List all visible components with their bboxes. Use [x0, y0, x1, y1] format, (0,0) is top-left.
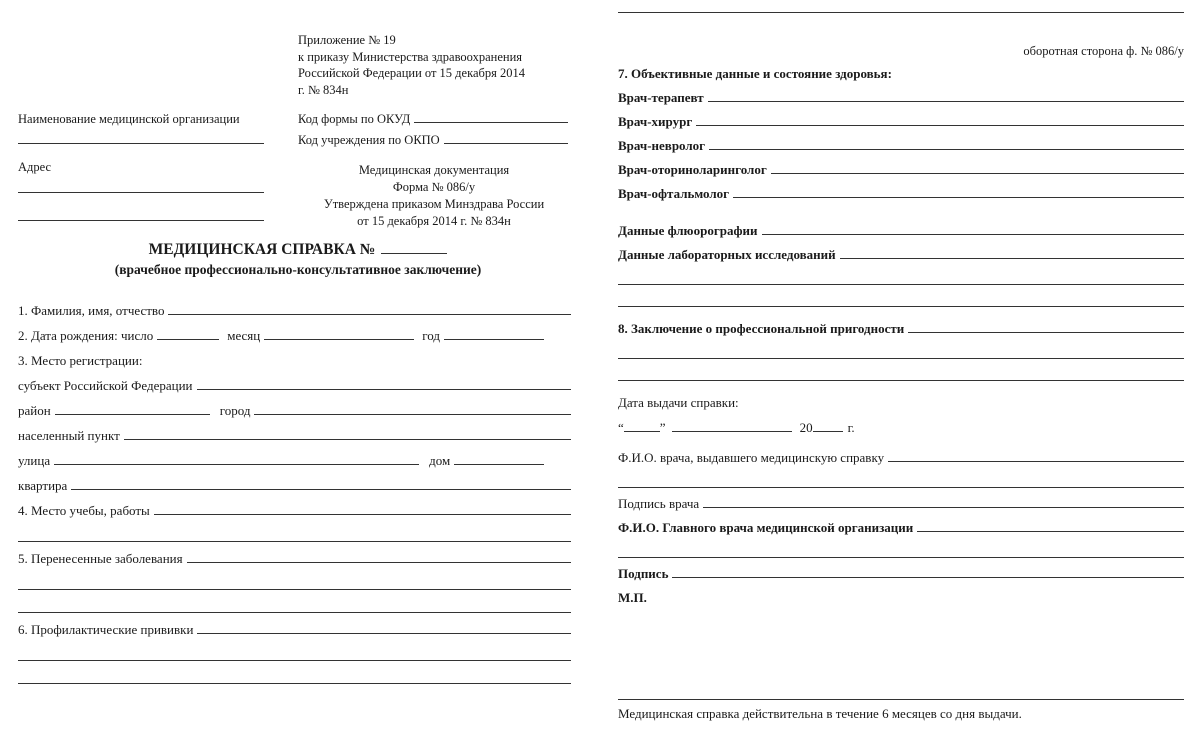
therapist-input[interactable] — [708, 90, 1184, 102]
doc-line-2: Форма № 086/у — [392, 179, 476, 194]
right-top-rule — [618, 12, 1184, 13]
appendix-line-1: Приложение № 19 — [298, 33, 396, 47]
field-district-city — [18, 403, 571, 419]
stamp-place — [618, 590, 1184, 606]
past-diseases-input[interactable] — [187, 551, 571, 563]
field-flat — [18, 478, 571, 494]
fluorography-input[interactable] — [762, 223, 1185, 235]
subject-label: субъект Российской Федерации — [18, 378, 193, 393]
district-input[interactable] — [55, 403, 210, 415]
registration-title: 3. Место регистрации: — [18, 353, 143, 368]
section-8-input[interactable] — [908, 321, 1184, 333]
otolaryngologist-label: Врач-оториноларинголог — [618, 162, 767, 177]
house-label: дом — [429, 453, 451, 468]
field-ophthalmologist — [618, 186, 1184, 202]
ophthalmologist-input[interactable] — [733, 186, 1184, 198]
right-form-body — [618, 66, 1184, 614]
field-subject — [18, 378, 571, 394]
address-rule-1 — [18, 192, 264, 193]
page-title — [18, 240, 578, 259]
settlement-label: населенный пункт — [18, 428, 120, 443]
issue-month-input[interactable] — [672, 419, 792, 432]
vaccinations-input[interactable] — [197, 622, 571, 634]
birthdate-month-input[interactable] — [264, 328, 414, 340]
issue-date-row — [618, 419, 1184, 436]
subject-input[interactable] — [197, 378, 572, 390]
validity-note — [618, 690, 1184, 722]
vaccinations-label: 6. Профилактические прививки — [18, 622, 194, 637]
section-8-input-line2[interactable] — [618, 345, 1184, 359]
therapist-label: Врач-терапевт — [618, 90, 704, 105]
doctor-fio-label: Ф.И.О. врача, выдавшего медицинскую справку — [618, 450, 885, 465]
chief-signature-input[interactable] — [672, 566, 1184, 578]
doc-line-4: от 15 декабря 2014 г. № 834н — [357, 213, 511, 228]
section-7-title — [618, 66, 1184, 82]
appendix-reference — [298, 32, 566, 98]
vaccinations-input-line2[interactable] — [18, 647, 571, 661]
ophthalmologist-label: Врач-офтальмолог — [618, 186, 730, 201]
appendix-line-3: Российской Федерации от 15 декабря 2014 — [298, 66, 526, 80]
validity-rule — [618, 690, 1184, 700]
surgeon-label: Врач-хирург — [618, 114, 693, 129]
study-work-input[interactable] — [154, 503, 571, 515]
field-vaccinations — [18, 622, 571, 638]
field-chief-signature — [618, 566, 1184, 582]
okud-code-row — [298, 110, 568, 129]
settlement-input[interactable] — [124, 428, 571, 440]
street-label: улица — [18, 453, 51, 468]
address-label: Адрес — [18, 160, 52, 174]
okpo-code-label: Код учреждения по ОКПО — [298, 132, 440, 147]
page-title-text: МЕДИЦИНСКАЯ СПРАВКА № — [148, 241, 376, 258]
okud-code-label: Код формы по ОКУД — [298, 112, 411, 126]
fio-input[interactable] — [168, 303, 571, 315]
past-diseases-input-line3[interactable] — [18, 599, 571, 613]
field-study-work — [18, 503, 571, 519]
field-doctor-fio — [618, 450, 1184, 466]
birthdate-year-label: год — [422, 328, 440, 343]
study-work-label: 4. Место учебы, работы — [18, 503, 150, 518]
fio-label: 1. Фамилия, имя, отчество — [18, 303, 165, 318]
birthdate-year-input[interactable] — [444, 328, 544, 340]
otolaryngologist-input[interactable] — [771, 162, 1184, 174]
section-8-label: 8. Заключение о профессиональной пригодности — [618, 321, 905, 336]
field-fio — [18, 303, 571, 319]
code-block — [298, 110, 568, 152]
doctor-fio-input[interactable] — [888, 450, 1184, 462]
vaccinations-input-line3[interactable] — [18, 670, 571, 684]
street-input[interactable] — [54, 453, 419, 465]
issue-year-prefix: 20 — [799, 420, 813, 435]
field-fluorography — [618, 223, 1184, 239]
city-label: город — [219, 403, 251, 418]
validity-text: Медицинская справка действительна в течение 6 месяцев со дня выдачи. — [618, 706, 1022, 721]
field-lab-results — [618, 247, 1184, 263]
city-input[interactable] — [254, 403, 571, 415]
left-form-body — [18, 303, 571, 693]
field-otolaryngologist — [618, 162, 1184, 178]
lab-results-input-line3[interactable] — [618, 293, 1184, 307]
study-work-input-line2[interactable] — [18, 528, 571, 542]
date-quote-close: ” — [659, 420, 666, 435]
issue-date-label: Дата выдачи справки: — [618, 395, 739, 410]
lab-results-input[interactable] — [840, 247, 1184, 259]
surgeon-input[interactable] — [696, 114, 1184, 126]
okpo-code-row — [298, 131, 568, 150]
doc-line-3: Утверждена приказом Минздрава России — [323, 196, 545, 211]
section-7-title-text: 7. Объективные данные и состояние здоровья: — [618, 66, 892, 81]
field-chief-fio — [618, 520, 1184, 536]
okpo-code-field[interactable] — [444, 132, 568, 144]
appendix-line-4: г. № 834н — [298, 82, 349, 97]
birthdate-day-label: 2. Дата рождения: число — [18, 328, 154, 343]
field-doctor-signature — [618, 496, 1184, 512]
field-therapist — [618, 90, 1184, 106]
chief-signature-label: Подпись — [618, 566, 669, 581]
lab-results-label: Данные лабораторных исследований — [618, 247, 836, 262]
okud-code-field[interactable] — [414, 111, 568, 123]
house-input[interactable] — [454, 453, 544, 465]
flat-label: квартира — [18, 478, 68, 493]
flat-input[interactable] — [71, 478, 571, 490]
chief-fio-input[interactable] — [917, 520, 1184, 532]
field-birthdate — [18, 328, 571, 344]
organization-name-label: Наименование медицинской организации — [18, 112, 240, 126]
reverse-side-label: оборотная сторона ф. № 086/у — [1023, 44, 1184, 58]
section-8-input-line3[interactable] — [618, 367, 1184, 381]
stamp-place-text: М.П. — [618, 590, 647, 605]
past-diseases-input-line2[interactable] — [18, 576, 571, 590]
document-type-block — [298, 162, 570, 230]
appendix-line-2: к приказу Министерства здравоохранения — [298, 49, 523, 64]
doctor-fio-input-line2[interactable] — [618, 474, 1184, 488]
lab-results-input-line2[interactable] — [618, 271, 1184, 285]
fluorography-label: Данные флюорографии — [618, 223, 758, 238]
doctor-signature-input[interactable] — [703, 496, 1184, 508]
chief-fio-label: Ф.И.О. Главного врача медицинской организации — [618, 520, 914, 535]
page-subtitle: (врачебное профессионально-консультативное заключение) — [114, 262, 482, 277]
past-diseases-label: 5. Перенесенные заболевания — [18, 551, 183, 566]
chief-fio-input-line2[interactable] — [618, 544, 1184, 558]
doc-line-1: Медицинская документация — [358, 163, 510, 177]
birthdate-day-input[interactable] — [157, 328, 219, 340]
field-surgeon — [618, 114, 1184, 130]
field-section-8 — [618, 321, 1184, 337]
field-neurologist — [618, 138, 1184, 154]
organization-name-rule — [18, 143, 264, 144]
left-column — [18, 0, 578, 730]
issue-year-suffix: г. — [847, 420, 855, 435]
field-street-house — [18, 453, 571, 469]
certificate-number-field[interactable] — [381, 240, 447, 254]
neurologist-label: Врач-невролог — [618, 138, 706, 153]
doctor-signature-label: Подпись врача — [618, 496, 700, 511]
date-quote-open: “ — [618, 420, 624, 435]
field-past-diseases — [18, 551, 571, 567]
right-column — [618, 0, 1184, 730]
district-label: район — [18, 403, 51, 418]
field-settlement — [18, 428, 571, 444]
neurologist-input[interactable] — [709, 138, 1184, 150]
address-rule-2 — [18, 220, 264, 221]
birthdate-month-label: месяц — [227, 328, 261, 343]
issue-year-input[interactable] — [813, 419, 843, 432]
issue-day-input[interactable] — [624, 419, 660, 432]
